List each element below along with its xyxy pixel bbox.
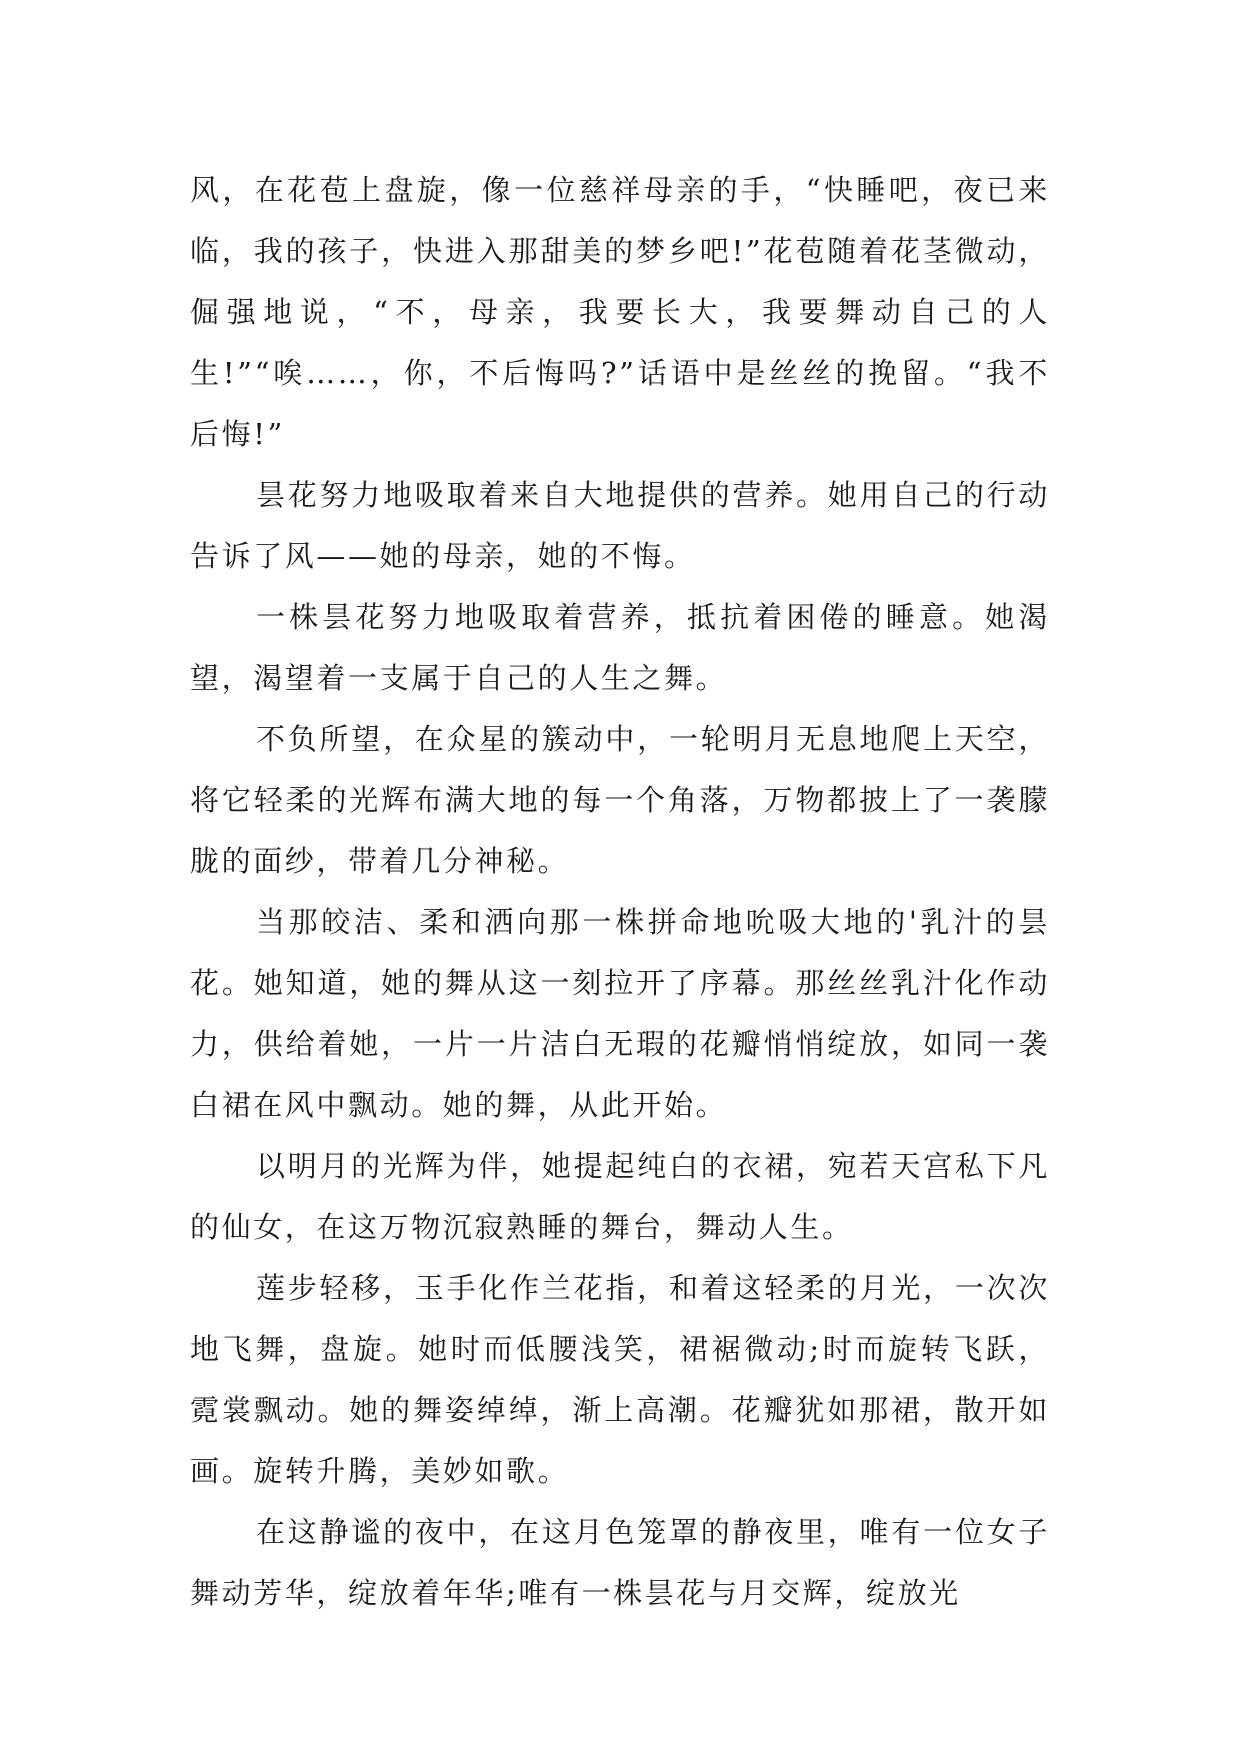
paragraph-4: 不负所望，在众星的簇动中，一轮明月无息地爬上天空，将它轻柔的光辉布满大地的每一个角落，万物都披上了一袭朦胧的面纱，带着几分神秘。 [190,722,1050,878]
paragraph-2: 昙花努力地吸取着来自大地提供的营养。她用自己的行动告诉了风——她的母亲，她的不悔。 [190,478,1050,573]
paragraph-8: 在这静谧的夜中，在这月色笼罩的静夜里，唯有一位女子舞动芳华，绽放着年华;唯有一株昙花与月交辉，绽放光 [190,1515,1050,1610]
paragraph-6: 以明月的光辉为伴，她提起纯白的衣裙，宛若天宫私下凡的仙女，在这万物沉寂熟睡的舞台，舞动人生。 [190,1149,1050,1244]
paragraph-1: 风，在花苞上盘旋，像一位慈祥母亲的手，“快睡吧，夜已来临，我的孩子，快进入那甜美的梦乡吧!”花苞随着花茎微动，倔强地说，“不，母亲，我要长大，我要舞动自己的人生!”“唉……，你，不后悔吗?”话语中是丝丝的挽留。“我不后悔!” [190,173,1050,451]
paragraph-5: 当那皎洁、柔和洒向那一株拼命地吮吸大地的'乳汁的昙花。她知道，她的舞从这一刻拉开了序幕。那丝丝乳汁化作动力，供给着她，一片一片洁白无瑕的花瓣悄悄绽放，如同一袭白裙在风中飘动。她的舞，从此开始。 [190,905,1050,1122]
paragraph-7: 莲步轻移，玉手化作兰花指，和着这轻柔的月光，一次次地飞舞，盘旋。她时而低腰浅笑，裙裾微动;时而旋转飞跃，霓裳飘动。她的舞姿绰绰，渐上高潮。花瓣犹如那裙，散开如画。旋转升腾，美妙如歌。 [190,1271,1050,1488]
document-body [190,160,1050,1624]
paragraph-3: 一株昙花努力地吸取着营养，抵抗着困倦的睡意。她渴望，渴望着一支属于自己的人生之舞。 [190,600,1050,695]
